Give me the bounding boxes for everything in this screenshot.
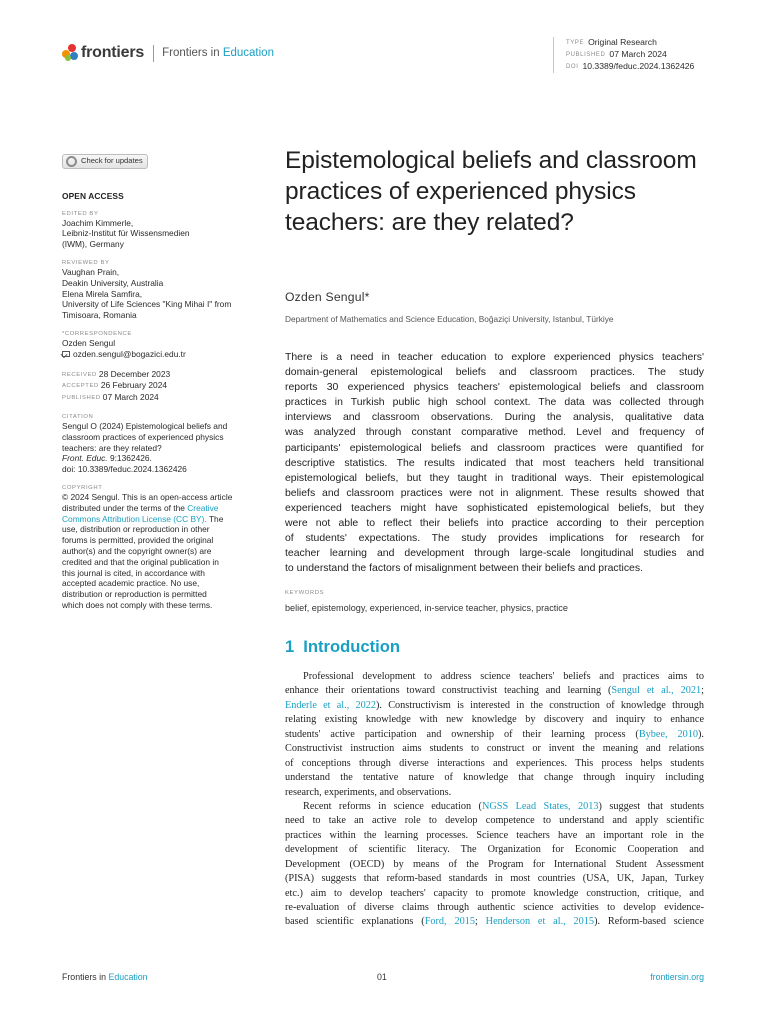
section-title: Introduction — [303, 637, 401, 656]
citation-link[interactable]: Bybee, 2010 — [638, 728, 699, 740]
paragraph-line: practices within the learning processes. Science teachers have an important role in the — [285, 829, 704, 841]
dates — [62, 369, 254, 404]
check-for-updates-button[interactable]: Check for updates — [62, 154, 148, 169]
update-check-icon — [66, 156, 77, 167]
article-title: Epistemological beliefs and classroom practices of experienced physics teachers: are they related? — [285, 147, 697, 236]
citation-key: CITATION — [62, 413, 94, 420]
meta-doi: DOI 10.3389/feduc.2024.1362426 — [566, 61, 695, 71]
cc-license-link[interactable]: Creative — [187, 502, 219, 513]
frontiers-logo-icon — [62, 44, 78, 62]
section-number: 1 — [285, 637, 295, 656]
section-heading-introduction — [285, 637, 400, 657]
paragraph-line: Constructivist instruction aims students to construct or invent the meaning and relations — [285, 743, 704, 755]
citation: Sengul O (2024) Epistemological beliefs and classroom practices of experienced physics teachers: are they related? Front. Educ. 9:1362426. doi: 10.3389/feduc.2024.1362426 — [62, 420, 228, 475]
reviewed-by: Vaughan Prain, Deakin University, Australia Elena Mirela Samfira, University of Life Sciences "King Mihai I" from Timisoara, Romania — [62, 266, 232, 321]
paragraph-line: based scientific explanations (Ford, 2015; Henderson et al., 2015). Reform-based science — [285, 916, 704, 928]
paragraph-line: re-evaluation of diverse claims through authentic science activities to develop evidence- — [285, 902, 704, 913]
author-name: Ozden Sengul* — [285, 290, 370, 304]
paragraph-line: Development (OECD) by means of the Program for International Student Assessment — [285, 858, 704, 870]
correspondence-name: Ozden Sengul — [62, 337, 116, 348]
open-access-label: OPEN ACCESS — [62, 190, 124, 201]
citation-link[interactable]: NGSS Lead States, 2013 — [481, 800, 599, 812]
footer-site-link[interactable]: frontiersin.org — [650, 972, 704, 982]
paragraph-line: students' active participation and ownership of their learning process (Bybee, 2010). — [285, 728, 704, 740]
logo-divider — [153, 45, 154, 62]
published-date: PUBLISHED 07 March 2024 — [62, 392, 159, 403]
paragraph-line: of conceptions through diverse interactions and experiences. This process helps students — [285, 757, 704, 769]
footer-journal: Frontiers in Education — [62, 972, 148, 982]
citation-link[interactable]: Henderson et al., 2015 — [485, 916, 595, 928]
citation-link[interactable]: Sengul et al., 2021 — [611, 685, 702, 697]
article-sidebar — [62, 154, 254, 611]
correspondence-key: *CORRESPONDENCE — [62, 330, 132, 337]
frontiers-logo[interactable] — [62, 44, 274, 62]
keywords-key: KEYWORDS — [285, 590, 325, 596]
edited-by-key: EDITED BY — [62, 210, 99, 217]
introduction-body — [285, 670, 704, 930]
paragraph-line: enhance their orientations toward constructivist teaching and learning (Sengul et al., 2021; — [285, 685, 704, 697]
cc-license-link[interactable]: Commons Attribution License (CC BY). — [62, 513, 207, 524]
reviewed-by-key: REVIEWED BY — [62, 259, 110, 266]
journal-name: Frontiers in Education — [162, 47, 274, 59]
citation-link[interactable]: Enderle et al., 2022 — [285, 699, 376, 711]
logo-wordmark: frontiers — [81, 44, 145, 61]
paragraph-line: (PISA) suggests that reform-based standards in most countries (USA, UK, Japan, Turkey — [285, 873, 704, 885]
received-date: RECEIVED 28 December 2023 — [62, 368, 171, 379]
accepted-date: ACCEPTED 26 February 2024 — [62, 380, 168, 391]
paragraph-line: research, experiments, and observations. — [285, 786, 452, 798]
paragraph-line: need to take an active role to develop competence to understand and apply scientific — [285, 815, 704, 827]
copyright: © 2024 Sengul. This is an open-access article distributed under the terms of the Creative Commons Attribution License (CC BY). The use, distribution or reproduction in other forums is permitted, provided the original author(s) and the copyright owner(s) are credited and that the original publication in this journal is cited, in accordance with accepted academic practice. No use, distribution or reproduction is permitted which does not comply with these terms. — [62, 491, 233, 610]
paragraph-line: Enderle et al., 2022). Constructivism is interested in the construction of knowledge through — [285, 699, 704, 711]
citation-link[interactable]: Ford, 2015 — [424, 916, 475, 928]
paragraph-line: etc.) aim to develop teachers' capacity to promote knowledge construction, critique, and — [285, 887, 704, 899]
paragraph-line: understand the tentative nature of knowledge that change through inquiry including — [285, 772, 704, 784]
meta-type: TYPE Original Research — [566, 37, 657, 47]
paragraph-line: relating existing knowledge with new knowledge by discovery and inquiry to enhance — [285, 714, 704, 726]
page-number: 01 — [377, 972, 387, 982]
correspondence-email[interactable]: ozden.sengul@bogazici.edu.tr — [62, 349, 254, 360]
paragraph-line: Professional development to address science teachers' beliefs and practices aims to — [303, 671, 704, 682]
abstract: There is a need in teacher education to explore experienced physics teachers' domain-general epistemological beliefs and classroom practices. The study reports 30 experienced physics teachers' epistemological beliefs and classroom practices in Turkish public high school context. The data was collected through interviews and classroom observations. During the analysis, qualitative data was analyzed through constant comparative method. Level and frequency of participants' epistemological beliefs and classroom practices were quantified for descriptive statistics. The results indicated that most teachers held transitional epistemological beliefs, but they taught in traditional ways. Their epistemological beliefs and classroom practices were not in alignment. These results showed that experienced teachers might have sophisticated epistemological beliefs, but they were not able to reflect their beliefs into practice according to their perception of students' expectations. The study provides implications for research for teacher learning and development through large-scale longitudinal studies and to understand the factors of misalignment between their beliefs and practices. — [285, 352, 704, 575]
paragraph-line: Recent reforms in science education (NGSS Lead States, 2013) suggest that students — [303, 800, 704, 812]
email-icon — [62, 351, 70, 357]
author-affiliation: Department of Mathematics and Science Education, Boğaziçi University, Istanbul, Türkiye — [285, 314, 614, 324]
article-meta — [553, 37, 694, 73]
copyright-key: COPYRIGHT — [62, 484, 103, 491]
paragraph-line: development of scientific literacy. The Organization for Economic Cooperation and — [285, 844, 704, 856]
keywords: belief, epistemology, experienced, in-service teacher, physics, practice — [285, 603, 568, 613]
edited-by: Joachim Kimmerle, Leibniz-Institut für Wissensmedien (IWM), Germany — [62, 217, 190, 250]
meta-published: PUBLISHED 07 March 2024 — [566, 49, 667, 59]
